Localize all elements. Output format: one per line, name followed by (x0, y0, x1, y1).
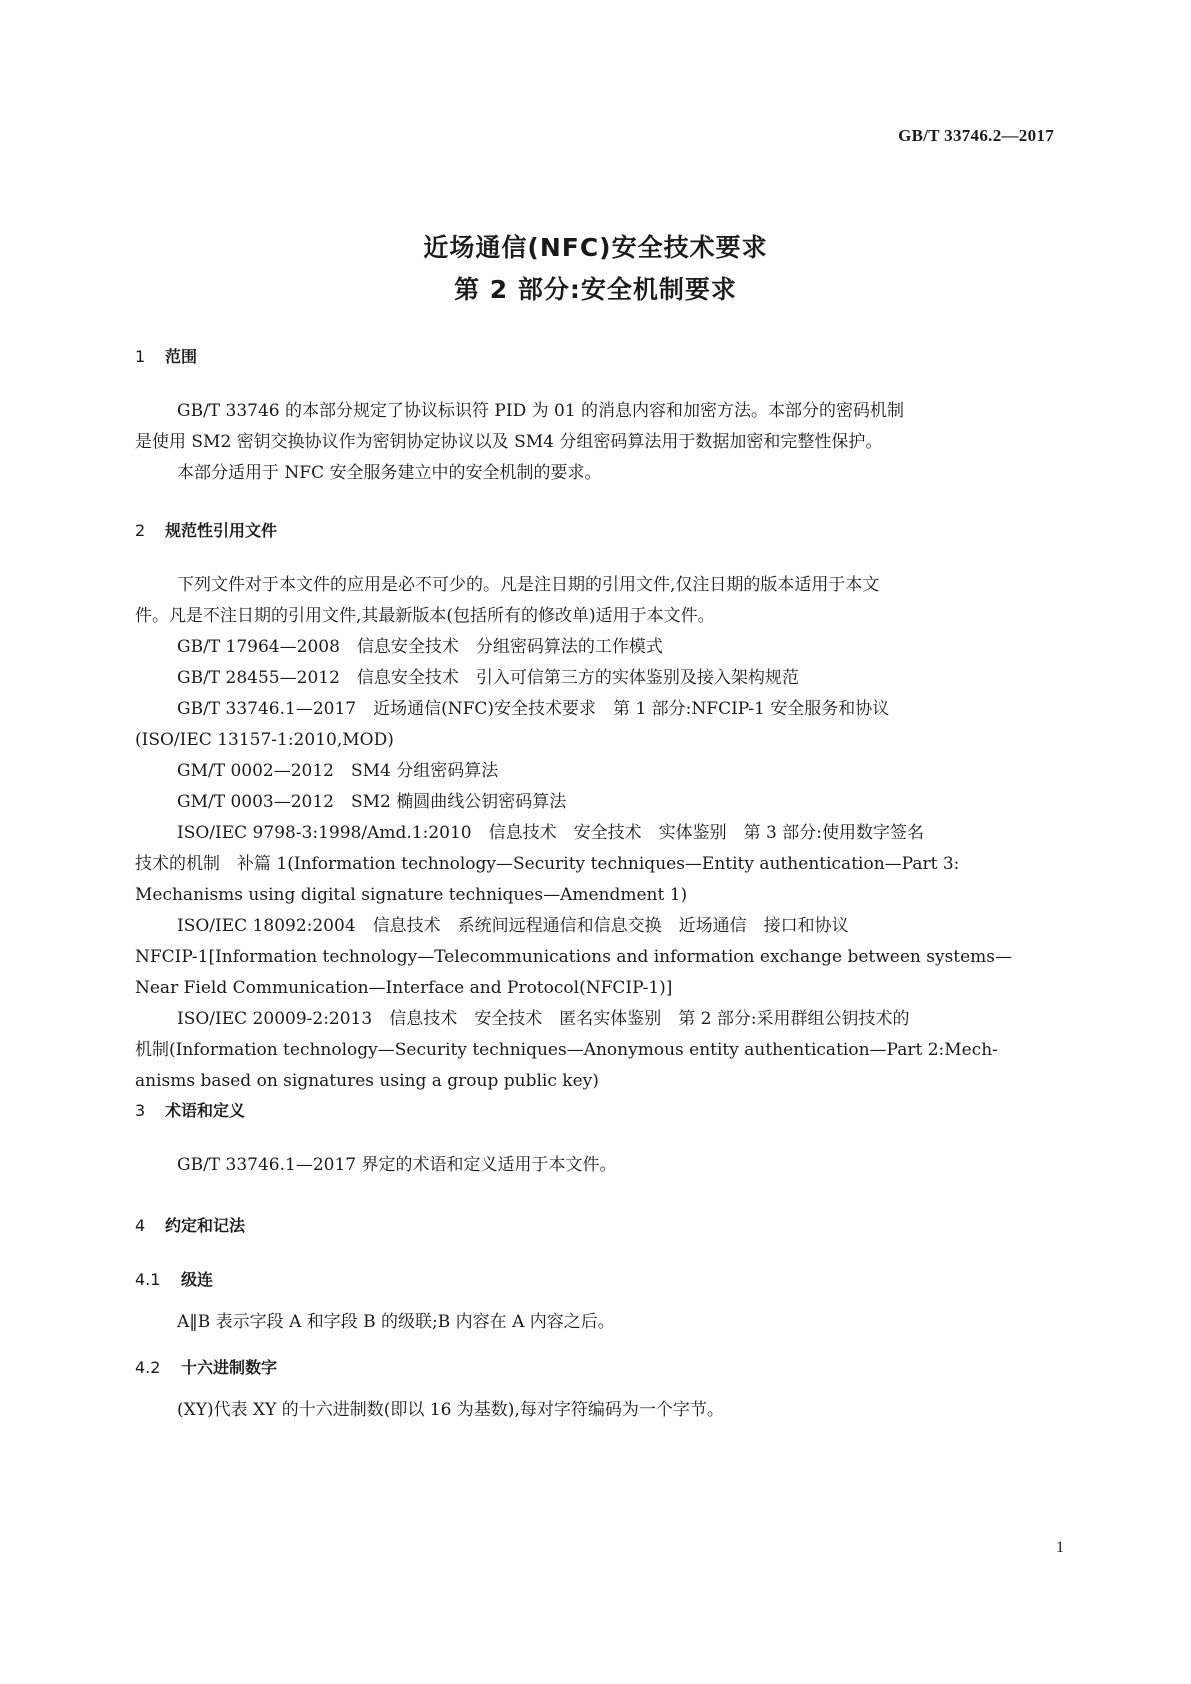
section-heading-4-2 (135, 1355, 277, 1378)
section-3-body (135, 1150, 1060, 1181)
paragraph-line: 是使用 SM2 密钥交换协议作为密钥协定协议以及 SM4 分组密码算法用于数据加密和完整性保护。 (135, 432, 883, 452)
section-title: 范围 (165, 347, 198, 366)
section-title: 级连 (181, 1270, 214, 1289)
section-2-body (135, 570, 1060, 1097)
section-title: 术语和定义 (165, 1101, 246, 1120)
reference-item-continued: anisms based on signatures using a group public key) (135, 1071, 599, 1091)
section-1-body (135, 396, 1060, 489)
reference-item: ISO/IEC 20009-2:2013 信息技术 安全技术 匿名实体鉴别 第 2 部分:采用群组公钥技术的 (177, 1009, 910, 1029)
section-heading-4-1 (135, 1267, 213, 1290)
reference-item: GM/T 0002—2012 SM4 分组密码算法 (177, 761, 499, 781)
section-title: 约定和记法 (165, 1216, 246, 1235)
reference-item: GB/T 33746.1—2017 近场通信(NFC)安全技术要求 第 1 部分:NFCIP-1 安全服务和协议 (177, 699, 890, 719)
standard-number: GB/T 33746.2—2017 (898, 126, 1054, 145)
paragraph-line: GB/T 33746.1—2017 界定的术语和定义适用于本文件。 (177, 1155, 617, 1175)
section-heading-4 (135, 1213, 245, 1236)
section-heading-1 (135, 344, 197, 367)
section-title: 十六进制数字 (181, 1358, 278, 1377)
reference-item-continued: Mechanisms using digital signature techniques—Amendment 1) (135, 885, 688, 905)
section-heading-2 (135, 518, 277, 541)
paragraph-line: 下列文件对于本文件的应用是必不可少的。凡是注日期的引用文件,仅注日期的版本适用于本文 (177, 575, 880, 595)
paragraph-line: GB/T 33746 的本部分规定了协议标识符 PID 为 01 的消息内容和加密方法。本部分的密码机制 (177, 401, 905, 421)
reference-item-continued: NFCIP-1[Information technology—Telecommunications and information exchange between systems— (135, 947, 1013, 967)
reference-item-continued: (ISO/IEC 13157-1:2010,MOD) (135, 730, 394, 750)
reference-item: GM/T 0003—2012 SM2 椭圆曲线公钥密码算法 (177, 792, 567, 812)
reference-item: GB/T 28455—2012 信息安全技术 引入可信第三方的实体鉴别及接入架构规范 (177, 668, 799, 688)
section-4-1-body (135, 1307, 1060, 1338)
reference-item: GB/T 17964—2008 信息安全技术 分组密码算法的工作模式 (177, 637, 663, 657)
section-number: 4.2 (135, 1358, 161, 1377)
section-number: 4 (135, 1216, 146, 1235)
paragraph-line: 件。凡是不注日期的引用文件,其最新版本(包括所有的修改单)适用于本文件。 (135, 606, 715, 626)
section-4-2-body (135, 1395, 1060, 1426)
section-number: 2 (135, 521, 146, 540)
reference-item-continued: 机制(Information technology—Security techniques—Anonymous entity authentication—Part 2:Mech- (135, 1040, 998, 1060)
section-heading-3 (135, 1098, 245, 1121)
reference-item: ISO/IEC 9798-3:1998/Amd.1:2010 信息技术 安全技术 实体鉴别 第 3 部分:使用数字签名 (177, 823, 924, 843)
document-subtitle: 第 2 部分:安全机制要求 (454, 275, 737, 304)
document-title: 近场通信(NFC)安全技术要求 (423, 233, 768, 262)
reference-item: ISO/IEC 18092:2004 信息技术 系统间远程通信和信息交换 近场通信 接口和协议 (177, 916, 849, 936)
section-number: 1 (135, 347, 146, 366)
reference-item-continued: 技术的机制 补篇 1(Information technology—Security techniques—Entity authentication—Part 3: (135, 854, 960, 874)
section-title: 规范性引用文件 (165, 521, 278, 540)
section-number: 4.1 (135, 1270, 161, 1289)
paragraph-line: 本部分适用于 NFC 安全服务建立中的安全机制的要求。 (177, 463, 602, 483)
section-number: 3 (135, 1101, 146, 1120)
page-number: 1 (1056, 1539, 1064, 1556)
paragraph-line: A‖B 表示字段 A 和字段 B 的级联;B 内容在 A 内容之后。 (177, 1312, 615, 1332)
reference-item-continued: Near Field Communication—Interface and Protocol(NFCIP-1)] (135, 978, 673, 998)
paragraph-line: (XY)代表 XY 的十六进制数(即以 16 为基数),每对字符编码为一个字节。 (177, 1400, 724, 1420)
